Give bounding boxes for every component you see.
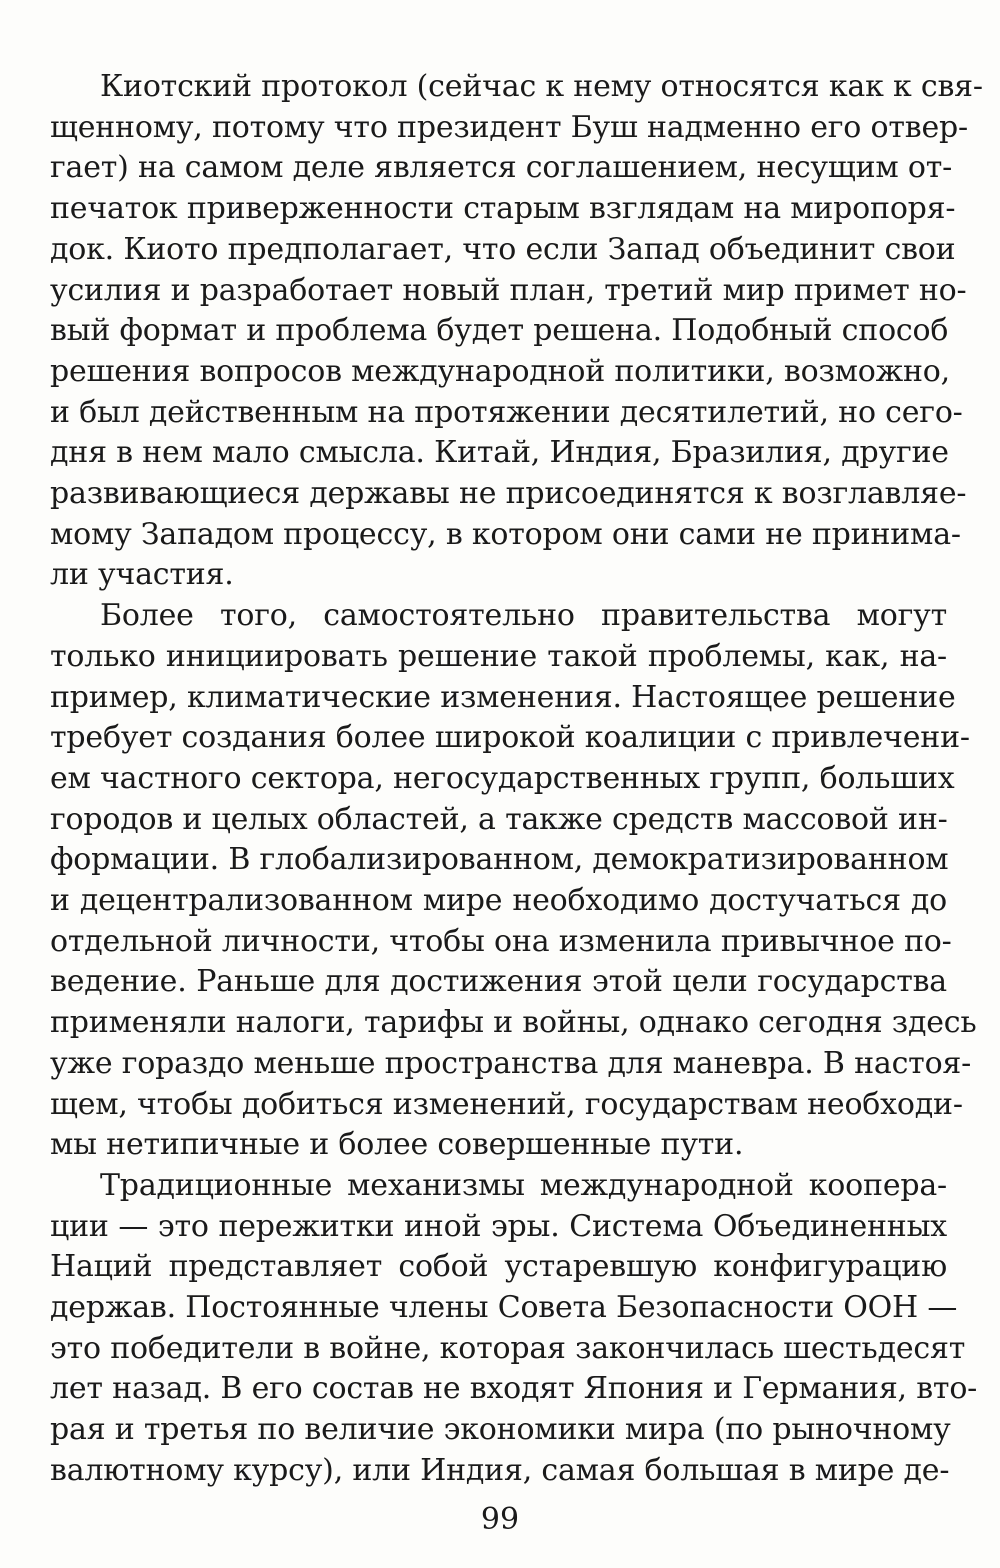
text-line: формации. В глобализированном, демократизированном	[50, 842, 949, 878]
text-line: применяли налоги, тарифы и войны, однако сегодня здесь	[50, 1005, 977, 1041]
text-line: Киотский протокол (сейчас к нему относятся как к свя-	[100, 69, 983, 104]
text-line: и был действенным на протяжении десятилетий, но сего-	[50, 394, 963, 430]
text-line: гает) на самом деле является соглашением, несущим от-	[50, 150, 953, 186]
text-line: уже гораздо меньше пространства для маневра. В настоя-	[50, 1045, 972, 1081]
text-line: печаток приверженности старым взглядам на миропоря-	[50, 191, 956, 227]
text-line: ли участия.	[50, 557, 234, 593]
text-line: решения вопросов международной политики, возможно,	[50, 353, 950, 389]
text-line: требует создания более широкой коалиции с привлечени-	[50, 720, 970, 756]
text-line: рая и третья по величие экономики мира (по рыночному	[50, 1412, 951, 1448]
text-line: Наций представляет собой устаревшую конфигурацию	[50, 1249, 947, 1285]
text-line: лет назад. В его состав не входят Япония и Германия, вто-	[50, 1371, 978, 1407]
text-line: ем частного сектора, негосударственных групп, больших	[50, 760, 955, 796]
text-line: валютному курсу), или Индия, самая большая в мире де-	[50, 1452, 950, 1488]
text-line: Более того, самостоятельно правительства могут	[100, 598, 947, 634]
text-line: дня в нем мало смысла. Китай, Индия, Бразилия, другие	[50, 435, 949, 471]
page-number: 99	[480, 1502, 520, 1537]
text-line: только инициировать решение такой проблемы, как, на-	[50, 638, 947, 674]
text-line: вый формат и проблема будет решена. Подобный способ	[50, 313, 949, 349]
text-line: мы нетипичные и более совершенные пути.	[50, 1127, 744, 1163]
text-line: и децентрализованном мире необходимо достучаться до	[50, 883, 947, 918]
text-line: пример, климатические изменения. Настоящее решение	[50, 679, 956, 715]
text-line: держав. Постоянные члены Совета Безопасности ООН —	[50, 1290, 958, 1325]
text-line: отдельной личности, чтобы она изменила привычное по-	[50, 923, 952, 959]
text-line: развивающиеся державы не присоединятся к возглавляе-	[50, 476, 967, 511]
text-line: городов и целых областей, а также средств массовой ин-	[50, 801, 948, 837]
text-line: Традиционные механизмы международной коопера-	[100, 1167, 947, 1203]
text-line: ведение. Раньше для достижения этой цели государства	[50, 964, 947, 1000]
text-line: щенному, потому что президент Буш надменно его отвер-	[50, 109, 968, 145]
text-line: ции — это пережитки иной эры. Система Объединенных	[50, 1208, 947, 1244]
text-line: мому Западом процессу, в котором они сами не принима-	[50, 516, 961, 552]
text-line: усилия и разработает новый план, третий мир примет но-	[50, 272, 967, 308]
text-line: щем, чтобы добиться изменений, государствам необходи-	[50, 1086, 963, 1122]
text-line: это победители в войне, которая закончилась шестьдесят	[50, 1330, 966, 1366]
text-line: док. Киото предполагает, что если Запад объединит свои	[50, 231, 956, 267]
